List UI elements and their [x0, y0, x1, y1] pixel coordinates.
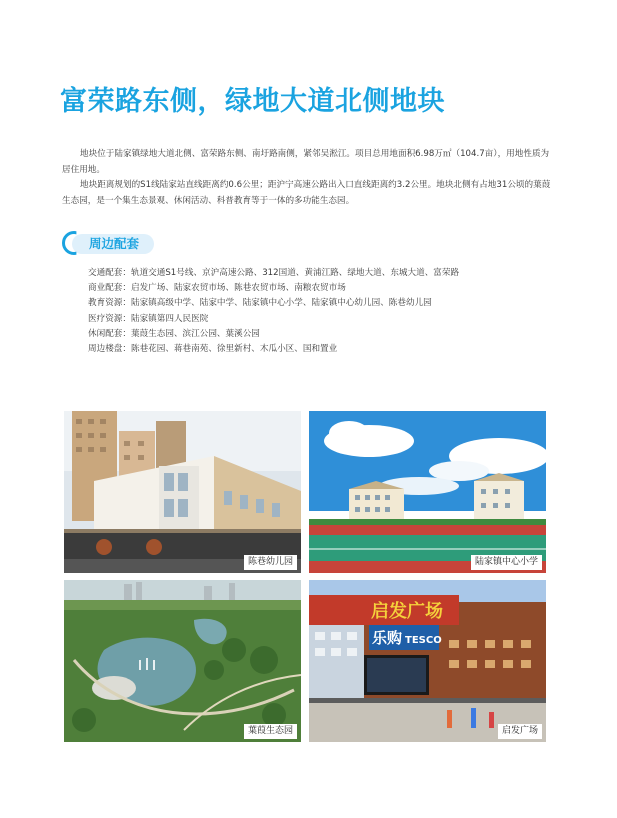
photo-kindergarten	[64, 411, 301, 573]
facility-medical: 医疗资源：陆家镇第四人民医院	[88, 313, 209, 324]
photo-caption: 葉葭生态园	[244, 724, 297, 739]
intro-text	[62, 147, 552, 209]
eco-park-image	[64, 580, 301, 742]
primary-school-image	[309, 411, 546, 573]
tesco-sign-text: TESCO	[405, 635, 442, 646]
section-badge	[62, 231, 154, 257]
facility-education: 教育资源：陆家镇高级中学、陆家中学、陆家镇中心小学、陆家镇中心幼儿园、陈巷幼儿园	[88, 298, 432, 309]
facility-leisure: 休闲配套：葉葭生态园、滨江公园、葉溪公园	[88, 328, 260, 339]
facilities-list	[88, 266, 459, 357]
page-title: 富荣路东侧，绿地大道北侧地块	[60, 86, 445, 117]
intro-paragraph-1: 地块位于陆家镇绿地大道北侧、富荣路东侧、南圩路南侧，紧邻吴淞江。项目总用地面积6.98万㎡（104.7亩），用地性质为居住用地。	[62, 149, 550, 175]
facility-transport: 交通配套：轨道交通S1号线、京沪高速公路、312国道、黄浦江路、绿地大道、东城大道、富荣路	[88, 268, 460, 278]
facility-nearby-housing: 周边楼盘：陈巷花园、蒋巷南苑、徐里新村、木瓜小区、国和置业	[88, 344, 338, 355]
photo-caption: 陆家镇中心小学	[471, 555, 542, 570]
photo-caption: 启发广场	[498, 724, 542, 739]
section-heading: 周边配套	[89, 236, 140, 251]
kindergarten-image	[64, 411, 301, 573]
intro-paragraph-2: 地块距离规划的S1线陆家站直线距离约0.6公里；距沪宁高速公路出入口直线距离约3.2公里。地块北侧有占地31公顷的葉葭生态园，是一个集生态景观、休闲活动、科普教育等于一体的多功能生态园。	[62, 180, 551, 206]
tesco-chinese-sign-text: 乐购	[372, 629, 403, 647]
photo-primary-school	[309, 411, 546, 573]
shopping-plaza-image	[309, 580, 546, 742]
photo-eco-park	[64, 580, 301, 742]
photo-caption: 陈巷幼儿园	[244, 555, 297, 570]
facility-commerce: 商业配套：启发广场、陆家农贸市场、陈巷农贸市场、南粮农贸市场	[88, 283, 346, 294]
photo-shopping-plaza	[309, 580, 546, 742]
plaza-sign-text: 启发广场	[371, 601, 443, 622]
